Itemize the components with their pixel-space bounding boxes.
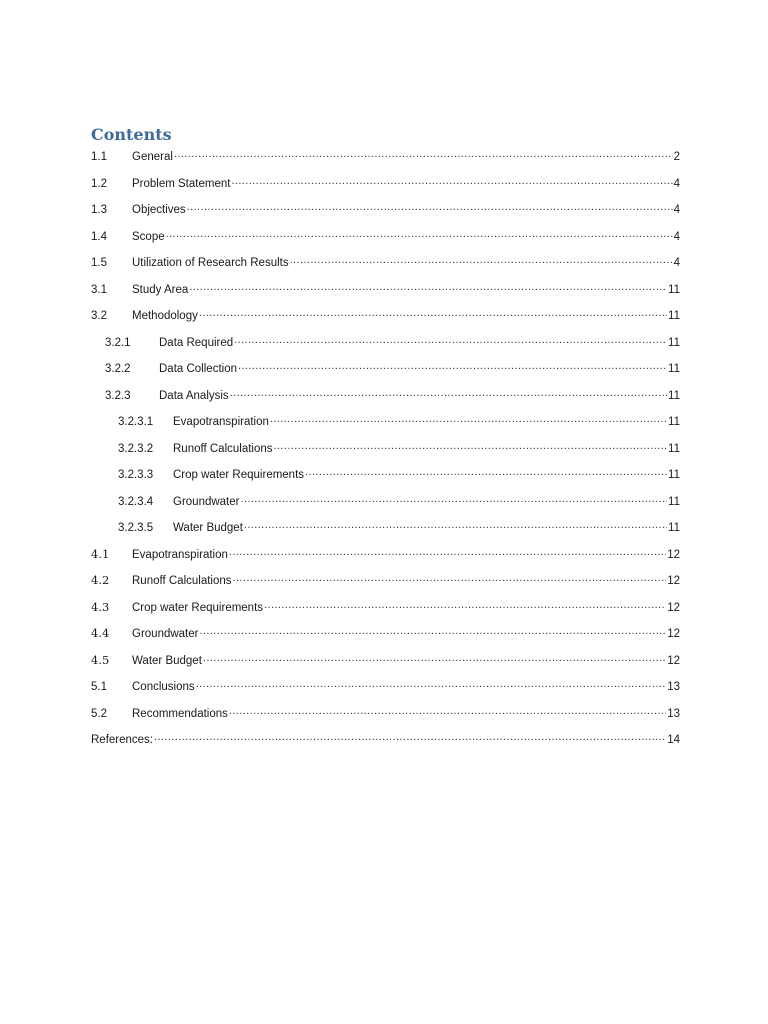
toc-entry[interactable] xyxy=(91,148,680,175)
toc-entry[interactable] xyxy=(91,519,680,546)
toc-entry-title[interactable]: Runoff Calculations xyxy=(173,442,273,455)
toc-dot-leader xyxy=(174,148,673,160)
toc-entry-page[interactable]: 11 xyxy=(668,363,680,375)
toc-entry-title[interactable]: References: xyxy=(91,734,154,746)
toc-entry-title[interactable]: Evapotranspiration xyxy=(132,548,228,561)
toc-entry[interactable] xyxy=(91,599,680,626)
toc-dot-leader xyxy=(166,228,673,240)
toc-entry-title[interactable]: Water Budget xyxy=(132,654,202,667)
toc-entry[interactable] xyxy=(91,572,680,599)
toc-entry-title[interactable]: Evapotranspiration xyxy=(173,416,269,428)
toc-title: Contents xyxy=(91,125,172,144)
toc-entry-number: 3.2.1 xyxy=(105,336,131,349)
toc-entry-page[interactable]: 11 xyxy=(668,389,680,402)
toc-entry-number: 3.2.2 xyxy=(105,363,131,375)
toc-entry[interactable] xyxy=(91,201,680,228)
toc-entry-title[interactable]: Groundwater xyxy=(173,495,240,508)
toc-entry-title[interactable]: Problem Statement xyxy=(132,177,231,190)
toc-entry[interactable] xyxy=(91,254,680,281)
toc-entry[interactable] xyxy=(91,387,680,414)
toc-entry-number: 1.3 xyxy=(91,204,107,216)
toc-entry-title[interactable]: Methodology xyxy=(132,310,198,322)
toc-dot-leader xyxy=(229,546,666,558)
toc-entry-number: 3.2.3.2 xyxy=(118,442,154,455)
toc-entry-page[interactable]: 4 xyxy=(673,257,680,269)
toc-entry-title[interactable]: Runoff Calculations xyxy=(132,575,232,587)
toc-entry-number: 1.4 xyxy=(91,230,107,243)
toc-entry-page[interactable]: 13 xyxy=(667,681,680,693)
toc-entry-title[interactable]: Objectives xyxy=(132,204,186,216)
toc-entry[interactable] xyxy=(91,175,680,202)
toc-entry-page[interactable]: 11 xyxy=(668,469,680,481)
toc-dot-leader xyxy=(270,413,667,425)
toc-entry-page[interactable]: 12 xyxy=(667,654,680,667)
toc-entry-title[interactable]: Scope xyxy=(132,230,165,243)
table-of-contents xyxy=(91,122,680,758)
toc-entry-page[interactable]: 11 xyxy=(668,442,680,455)
toc-dot-leader xyxy=(244,519,667,531)
toc-entry-number: 5.2 xyxy=(91,707,107,720)
toc-entry-title[interactable]: Conclusions xyxy=(132,681,195,693)
toc-entry-title[interactable]: Groundwater xyxy=(132,628,199,640)
toc-entry-page[interactable]: 12 xyxy=(667,628,680,640)
toc-entry-page[interactable]: 4 xyxy=(673,177,680,190)
toc-entry-page[interactable]: 2 xyxy=(673,151,680,163)
toc-entry-page[interactable]: 11 xyxy=(668,416,680,428)
toc-dot-leader xyxy=(189,281,667,293)
toc-dot-leader xyxy=(274,440,668,452)
toc-entry[interactable] xyxy=(91,360,680,387)
toc-entry-number: 4.2 xyxy=(91,573,110,587)
toc-entry[interactable] xyxy=(91,652,680,679)
toc-dot-leader xyxy=(305,466,667,478)
toc-entry[interactable] xyxy=(91,731,680,758)
toc-entry[interactable] xyxy=(91,440,680,467)
toc-entry-title[interactable]: Data Required xyxy=(159,336,234,349)
toc-dot-leader xyxy=(199,307,667,319)
toc-dot-leader xyxy=(187,201,673,213)
toc-entry-page[interactable]: 12 xyxy=(667,548,680,561)
toc-dot-leader xyxy=(230,387,667,399)
toc-entry[interactable] xyxy=(91,281,680,308)
toc-entry-page[interactable]: 13 xyxy=(667,707,680,720)
toc-entry[interactable] xyxy=(91,334,680,361)
toc-entry-page[interactable]: 11 xyxy=(668,283,680,296)
toc-entry-number: 4.5 xyxy=(91,652,110,667)
toc-entry-title[interactable]: Data Analysis xyxy=(159,389,229,402)
toc-entry-page[interactable]: 11 xyxy=(668,336,680,349)
toc-entry-number: 3.2.3.3 xyxy=(118,469,154,481)
toc-entry[interactable] xyxy=(91,546,680,573)
toc-entry-title[interactable]: Study Area xyxy=(132,283,189,296)
toc-dot-leader xyxy=(203,652,666,664)
toc-entry-number: 1.1 xyxy=(91,151,107,163)
toc-entry-title[interactable]: Utilization of Research Results xyxy=(132,257,289,269)
toc-entry-page[interactable]: 12 xyxy=(667,601,680,614)
toc-list xyxy=(91,148,680,758)
toc-dot-leader xyxy=(233,572,667,584)
toc-dot-leader xyxy=(196,678,667,690)
toc-entry-number: 3.1 xyxy=(91,283,107,296)
toc-entry-page[interactable]: 14 xyxy=(667,734,680,746)
toc-entry-number: 3.2 xyxy=(91,310,107,322)
toc-entry[interactable] xyxy=(91,705,680,732)
toc-dot-leader xyxy=(238,360,667,372)
toc-entry[interactable] xyxy=(91,228,680,255)
toc-dot-leader xyxy=(264,599,666,611)
toc-dot-leader xyxy=(240,493,667,505)
toc-entry-number: 3.2.3.4 xyxy=(118,495,154,508)
toc-entry[interactable] xyxy=(91,466,680,493)
toc-entry-page[interactable]: 12 xyxy=(667,575,680,587)
toc-entry-number: 1.2 xyxy=(91,177,107,190)
toc-entry-page[interactable]: 11 xyxy=(668,310,680,322)
toc-entry-number: 4.4 xyxy=(91,626,110,640)
toc-dot-leader xyxy=(229,705,666,717)
toc-entry-number: 4.3 xyxy=(91,599,110,614)
toc-entry-number: 3.2.3 xyxy=(105,389,131,402)
toc-entry[interactable] xyxy=(91,307,680,334)
toc-entry-title[interactable]: Crop water Requirements xyxy=(173,469,305,481)
toc-dot-leader xyxy=(234,334,667,346)
toc-dot-leader xyxy=(199,625,666,637)
toc-entry-page[interactable]: 11 xyxy=(668,495,680,508)
toc-entry-title[interactable]: General xyxy=(132,151,173,163)
toc-entry-title[interactable]: Crop water Requirements xyxy=(132,601,264,614)
toc-dot-leader xyxy=(154,731,666,743)
toc-entry[interactable] xyxy=(91,493,680,520)
toc-entry[interactable] xyxy=(91,413,680,440)
toc-entry-number: 1.5 xyxy=(91,257,107,269)
toc-entry-title[interactable]: Recommendations xyxy=(132,707,228,720)
toc-entry-title[interactable]: Data Collection xyxy=(159,363,237,375)
toc-entry-number: 4.1 xyxy=(91,546,110,561)
toc-dot-leader xyxy=(231,175,672,187)
toc-entry[interactable] xyxy=(91,625,680,652)
toc-entry-page[interactable]: 11 xyxy=(668,522,680,534)
toc-entry-title[interactable]: Water Budget xyxy=(173,522,243,534)
toc-entry-page[interactable]: 4 xyxy=(673,204,680,216)
toc-dot-leader xyxy=(290,254,673,266)
toc-entry-number: 5.1 xyxy=(91,681,107,693)
toc-entry-page[interactable]: 4 xyxy=(673,230,680,243)
toc-entry[interactable] xyxy=(91,678,680,705)
toc-entry-number: 3.2.3.5 xyxy=(118,522,154,534)
toc-entry-number: 3.2.3.1 xyxy=(118,416,154,428)
